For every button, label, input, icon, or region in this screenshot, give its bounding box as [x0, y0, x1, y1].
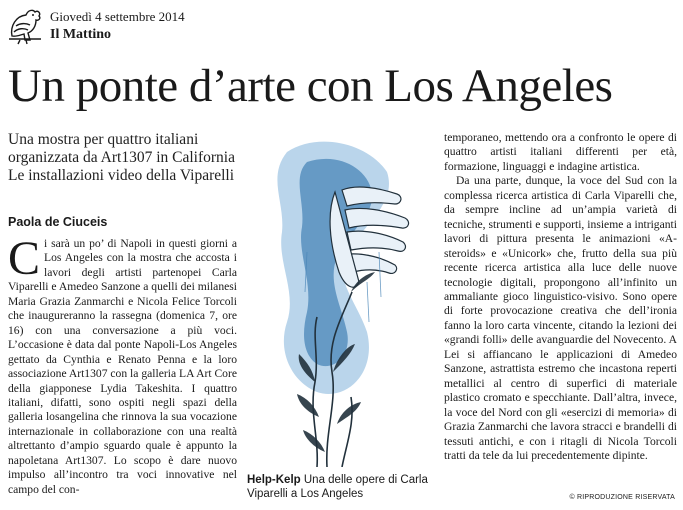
issue-date: Giovedì 4 settembre 2014	[50, 9, 185, 24]
subtitle	[8, 131, 243, 185]
newspaper-name: Il Mattino	[50, 27, 112, 42]
subtitle-line: Una mostra per quattro italiani	[8, 131, 199, 148]
article-body-text: i sarà un po’ di Napoli in questi giorni a Los Angeles con la mostra che accosta i lavori degli artisti partenopei Carla Viparelli e Amedeo Sanzone a quelli dei milanesi Maria Grazia Zanmarchi e Nicola Felice Torcoli che inaugureranno la rassegna (domenica 7, ore 16) con una conversazione a più voci. L’occasione è data dal ponte Napoli-Los Angeles gettato da Cynthia e Renato Penna e la loro associazione Art1307 con la galleria LA Art Core della giapponese Lydia Takeshita. I quattro italiani, difatti, sono ospiti negli spazi della galleria losangelina che rinnova la sua vocazione internazionale in collaborazione con una realtà altrettanto d’ampio sguardo quale è appunto la napoletana Art1307. Lo scopo è dare nuovo impulso all’incontro tra voci innovative nel campo del con-	[8, 237, 237, 496]
article-column-left	[8, 232, 237, 497]
caption-title: Help-Kelp	[247, 474, 301, 486]
masthead	[6, 4, 266, 50]
headline: Un ponte d’arte con Los Angeles	[8, 60, 613, 112]
image-caption	[247, 473, 437, 501]
dropcap: C	[8, 232, 41, 285]
article-column-right	[444, 131, 677, 463]
caption-text: Una delle opere di Carla Viparelli a Los Angeles	[247, 474, 428, 500]
subtitle-line: organizzata da Art1307 in California	[8, 149, 235, 166]
subtitle-line: Le installazioni video della Viparelli	[8, 167, 235, 184]
article-paragraph: Da una parte, dunque, la voce del Sud con la complessa ricerca artistica di Carla Viparelli che, da sempre incline ad un’ampia varietà di tecniche, strumenti e supporti, insieme a intriganti lavori di pittura presenta le animazioni «A-steroids» e «Unicork» che, frutto della sua più recente ricerca artistica alla luce delle nuove tecnologie digitali, propongono all’infinito un ammaliante gioco linguistico-visivo. Sono opere di forte provocazione creativa che dell’ironia fanno la loro carta vincente, citando la lezioni dei «grandi folli» delle avanguardie del Novecento. A Lei si affiancano le applicazioni di Amedeo Sanzone, astrattista estremo che incastona reperti metallici al centro di superfici di materiale plastico cromato e specchiante. Dall’altra, invece, la voce del Nord con gli «esercizi di memoria» di Grazia Zanmarchi che lavora stracci e brandelli di tessuti antichi, e con i ritagli di Nicola Torcoli tratti da tele da lui precedentemente dipinte.	[444, 174, 677, 462]
author-byline: Paola de Ciuceis	[8, 215, 108, 229]
article-paragraph: temporaneo, mettendo ora a confronto le opere di quattro artisti italiani differenti per età, formazione, linguaggi e indagine artistica.	[444, 131, 677, 173]
rooster-logo-icon	[6, 6, 44, 46]
copyright-notice: © RIPRODUZIONE RISERVATA	[569, 494, 675, 501]
artwork-image	[247, 132, 431, 467]
